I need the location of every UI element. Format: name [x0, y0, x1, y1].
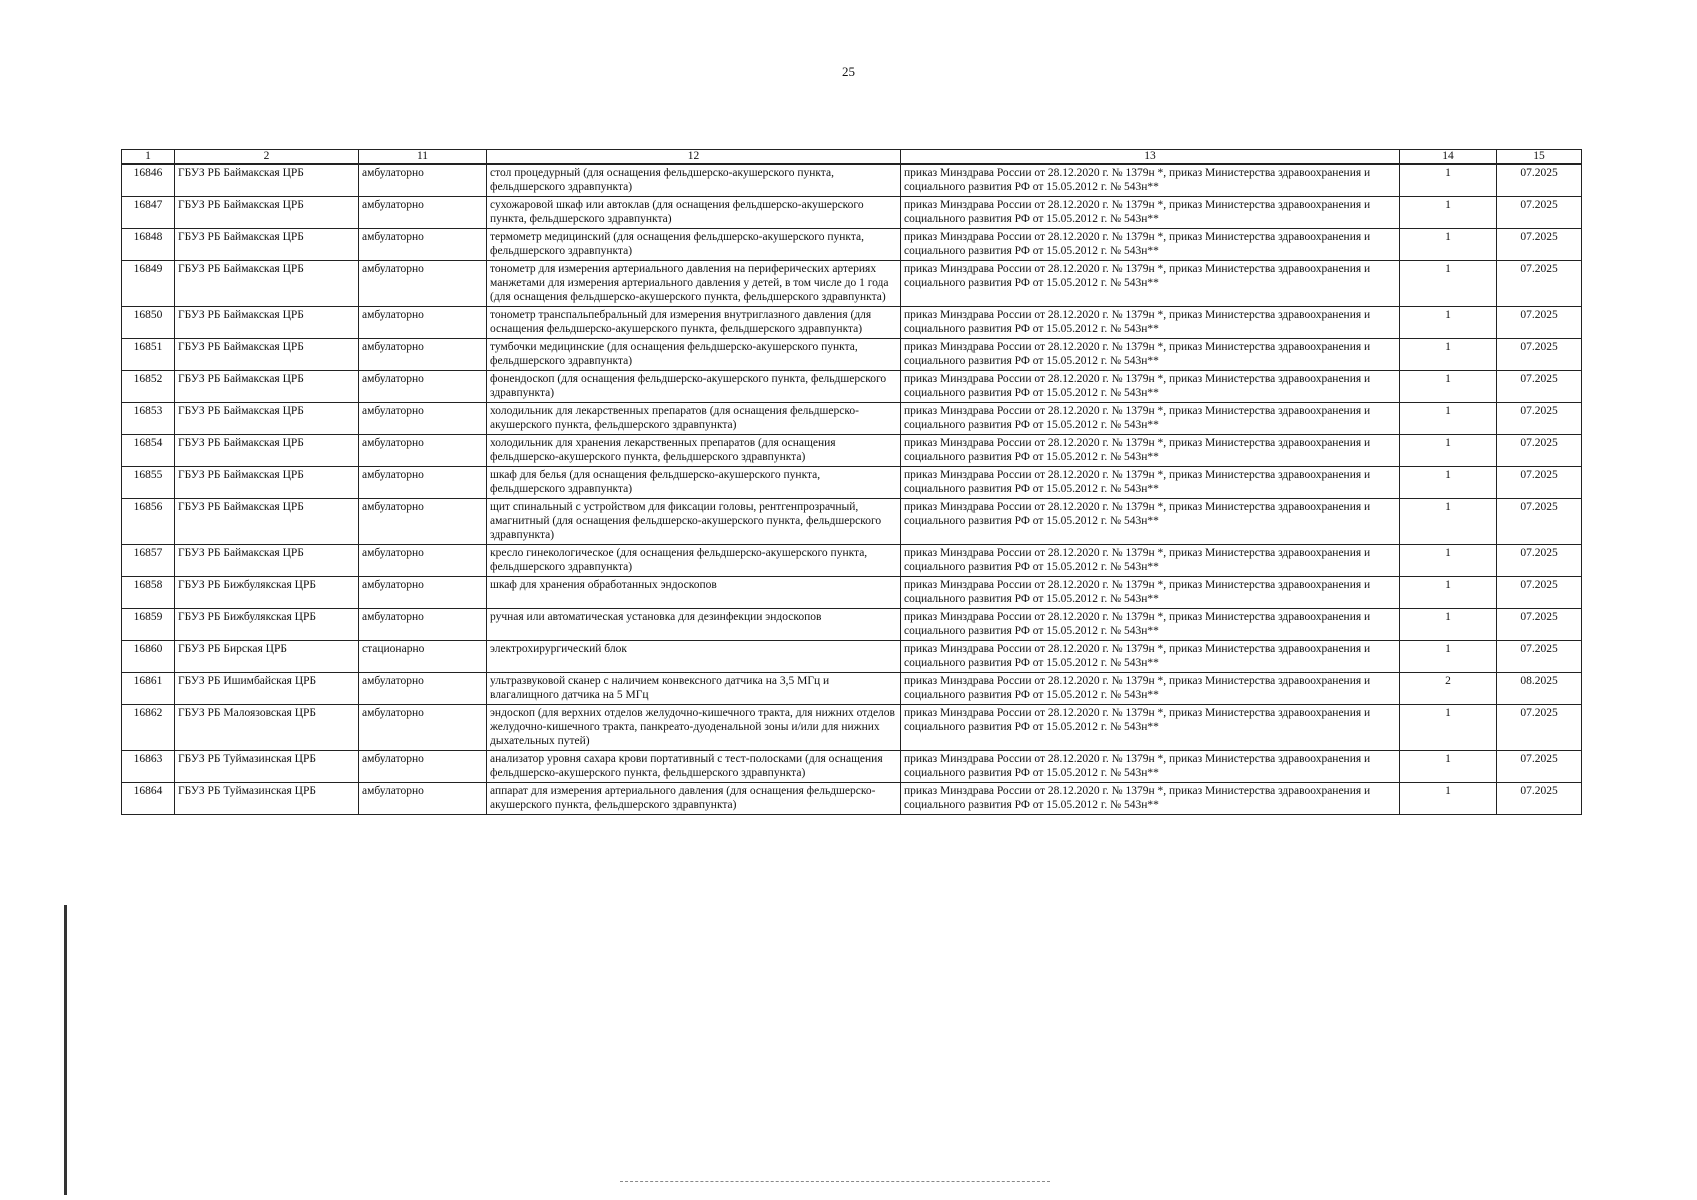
cell-care-mode: амбулаторно	[359, 751, 487, 783]
cell-number: 16852	[122, 371, 175, 403]
cell-quantity: 1	[1400, 609, 1497, 641]
cell-organization: ГБУЗ РБ Туймазинская ЦРБ	[175, 783, 359, 815]
cell-organization: ГБУЗ РБ Баймакская ЦРБ	[175, 371, 359, 403]
cell-equipment: тонометр транспальпебральный для измерения внутриглазного давления (для оснащения фельдшерско-акушерского пункта, фельдшерского здравпункта)	[487, 307, 901, 339]
cell-equipment: холодильник для хранения лекарственных препаратов (для оснащения фельдшерско-акушерского пункта, фельдшерского здравпункта)	[487, 435, 901, 467]
cell-quantity: 1	[1400, 435, 1497, 467]
cell-quantity: 1	[1400, 307, 1497, 339]
cell-equipment: щит спинальный с устройством для фиксации головы, рентгенпрозрачный, амагнитный (для оснащения фельдшерско-акушерского пункта, фельдшерского здравпункта)	[487, 499, 901, 545]
cell-number: 16856	[122, 499, 175, 545]
cell-number: 16864	[122, 783, 175, 815]
cell-number: 16850	[122, 307, 175, 339]
table-row	[122, 751, 1582, 783]
cell-organization: ГБУЗ РБ Туймазинская ЦРБ	[175, 751, 359, 783]
cell-date: 07.2025	[1497, 641, 1582, 673]
cell-care-mode: амбулаторно	[359, 705, 487, 751]
cell-equipment: шкаф для хранения обработанных эндоскопов	[487, 577, 901, 609]
scan-edge-mark	[64, 905, 67, 1195]
column-header: 2	[175, 150, 359, 165]
cell-basis: приказ Минздрава России от 28.12.2020 г. № 1379н *, приказ Министерства здравоохранения и социального развития РФ от 15.05.2012 г. № 543н**	[901, 435, 1400, 467]
column-header: 15	[1497, 150, 1582, 165]
cell-basis: приказ Минздрава России от 28.12.2020 г. № 1379н *, приказ Министерства здравоохранения и социального развития РФ от 15.05.2012 г. № 543н**	[901, 641, 1400, 673]
column-header: 12	[487, 150, 901, 165]
cell-quantity: 1	[1400, 403, 1497, 435]
equipment-table	[121, 149, 1582, 815]
cell-equipment: холодильник для лекарственных препаратов (для оснащения фельдшерско-акушерского пункта, фельдшерского здравпункта)	[487, 403, 901, 435]
cell-equipment: эндоскоп (для верхних отделов желудочно-кишечного тракта, для нижних отделов желудочно-кишечного тракта, панкреато-дуоденальной зоны и/или для нижних дыхательных путей)	[487, 705, 901, 751]
cell-care-mode: амбулаторно	[359, 164, 487, 197]
table-row	[122, 467, 1582, 499]
column-header: 14	[1400, 150, 1497, 165]
cell-basis: приказ Минздрава России от 28.12.2020 г. № 1379н *, приказ Министерства здравоохранения и социального развития РФ от 15.05.2012 г. № 543н**	[901, 577, 1400, 609]
cell-equipment: тонометр для измерения артериального давления на периферических артериях манжетами для измерения артериального давления у детей, в том числе до 1 года (для оснащения фельдшерско-акушерского пункта, фельдшерского здравпункта)	[487, 261, 901, 307]
cell-organization: ГБУЗ РБ Бирская ЦРБ	[175, 641, 359, 673]
cell-care-mode: амбулаторно	[359, 577, 487, 609]
cell-date: 07.2025	[1497, 371, 1582, 403]
cell-care-mode: амбулаторно	[359, 339, 487, 371]
cell-organization: ГБУЗ РБ Бижбулякская ЦРБ	[175, 577, 359, 609]
cell-date: 07.2025	[1497, 435, 1582, 467]
cell-date: 07.2025	[1497, 751, 1582, 783]
cell-number: 16848	[122, 229, 175, 261]
cell-quantity: 1	[1400, 339, 1497, 371]
cell-organization: ГБУЗ РБ Баймакская ЦРБ	[175, 197, 359, 229]
cell-quantity: 1	[1400, 641, 1497, 673]
cell-number: 16846	[122, 164, 175, 197]
cell-basis: приказ Минздрава России от 28.12.2020 г. № 1379н *, приказ Министерства здравоохранения и социального развития РФ от 15.05.2012 г. № 543н**	[901, 403, 1400, 435]
cell-quantity: 1	[1400, 751, 1497, 783]
cell-date: 07.2025	[1497, 164, 1582, 197]
cell-date: 07.2025	[1497, 197, 1582, 229]
cell-care-mode: амбулаторно	[359, 783, 487, 815]
cell-equipment: термометр медицинский (для оснащения фельдшерско-акушерского пункта, фельдшерского здравпункта)	[487, 229, 901, 261]
cell-quantity: 1	[1400, 164, 1497, 197]
cell-basis: приказ Минздрава России от 28.12.2020 г. № 1379н *, приказ Министерства здравоохранения и социального развития РФ от 15.05.2012 г. № 543н**	[901, 705, 1400, 751]
column-header: 13	[901, 150, 1400, 165]
cell-date: 07.2025	[1497, 545, 1582, 577]
cell-basis: приказ Минздрава России от 28.12.2020 г. № 1379н *, приказ Министерства здравоохранения и социального развития РФ от 15.05.2012 г. № 543н**	[901, 307, 1400, 339]
table-row	[122, 307, 1582, 339]
cell-organization: ГБУЗ РБ Баймакская ЦРБ	[175, 403, 359, 435]
cell-date: 07.2025	[1497, 467, 1582, 499]
cell-basis: приказ Минздрава России от 28.12.2020 г. № 1379н *, приказ Министерства здравоохранения и социального развития РФ от 15.05.2012 г. № 543н**	[901, 467, 1400, 499]
cell-number: 16855	[122, 467, 175, 499]
cell-organization: ГБУЗ РБ Бижбулякская ЦРБ	[175, 609, 359, 641]
cell-care-mode: амбулаторно	[359, 261, 487, 307]
cell-equipment: ультразвуковой сканер с наличием конвексного датчика на 3,5 МГц и влагалищного датчика на 5 МГц	[487, 673, 901, 705]
table-row	[122, 499, 1582, 545]
cell-basis: приказ Минздрава России от 28.12.2020 г. № 1379н *, приказ Министерства здравоохранения и социального развития РФ от 15.05.2012 г. № 543н**	[901, 673, 1400, 705]
cell-care-mode: амбулаторно	[359, 307, 487, 339]
cell-number: 16847	[122, 197, 175, 229]
cell-equipment: ручная или автоматическая установка для дезинфекции эндоскопов	[487, 609, 901, 641]
cell-care-mode: стационарно	[359, 641, 487, 673]
cell-organization: ГБУЗ РБ Баймакская ЦРБ	[175, 339, 359, 371]
cell-date: 07.2025	[1497, 261, 1582, 307]
cell-equipment: электрохирургический блок	[487, 641, 901, 673]
cell-care-mode: амбулаторно	[359, 545, 487, 577]
cell-quantity: 1	[1400, 577, 1497, 609]
column-header: 11	[359, 150, 487, 165]
cell-date: 07.2025	[1497, 577, 1582, 609]
cell-date: 07.2025	[1497, 229, 1582, 261]
cell-quantity: 2	[1400, 673, 1497, 705]
cell-care-mode: амбулаторно	[359, 673, 487, 705]
cell-number: 16862	[122, 705, 175, 751]
cell-date: 07.2025	[1497, 339, 1582, 371]
cell-care-mode: амбулаторно	[359, 371, 487, 403]
cell-care-mode: амбулаторно	[359, 229, 487, 261]
cell-equipment: сухожаровой шкаф или автоклав (для оснащения фельдшерско-акушерского пункта, фельдшерского здравпункта)	[487, 197, 901, 229]
cell-number: 16854	[122, 435, 175, 467]
cell-quantity: 1	[1400, 197, 1497, 229]
cell-quantity: 1	[1400, 705, 1497, 751]
cell-date: 07.2025	[1497, 403, 1582, 435]
cell-date: 07.2025	[1497, 783, 1582, 815]
table-row	[122, 545, 1582, 577]
cell-number: 16849	[122, 261, 175, 307]
cell-basis: приказ Минздрава России от 28.12.2020 г. № 1379н *, приказ Министерства здравоохранения и социального развития РФ от 15.05.2012 г. № 543н**	[901, 783, 1400, 815]
cell-organization: ГБУЗ РБ Баймакская ЦРБ	[175, 164, 359, 197]
cell-basis: приказ Минздрава России от 28.12.2020 г. № 1379н *, приказ Министерства здравоохранения и социального развития РФ от 15.05.2012 г. № 543н**	[901, 371, 1400, 403]
cell-equipment: стол процедурный (для оснащения фельдшерско-акушерского пункта, фельдшерского здравпункта)	[487, 164, 901, 197]
cell-quantity: 1	[1400, 229, 1497, 261]
cell-care-mode: амбулаторно	[359, 403, 487, 435]
cell-basis: приказ Минздрава России от 28.12.2020 г. № 1379н *, приказ Министерства здравоохранения и социального развития РФ от 15.05.2012 г. № 543н**	[901, 261, 1400, 307]
cell-organization: ГБУЗ РБ Баймакская ЦРБ	[175, 499, 359, 545]
cell-number: 16853	[122, 403, 175, 435]
cell-organization: ГБУЗ РБ Баймакская ЦРБ	[175, 229, 359, 261]
cell-organization: ГБУЗ РБ Баймакская ЦРБ	[175, 435, 359, 467]
cell-basis: приказ Минздрава России от 28.12.2020 г. № 1379н *, приказ Министерства здравоохранения и социального развития РФ от 15.05.2012 г. № 543н**	[901, 229, 1400, 261]
scan-artifact-line	[620, 1181, 1050, 1183]
cell-quantity: 1	[1400, 499, 1497, 545]
table-row	[122, 577, 1582, 609]
cell-date: 07.2025	[1497, 705, 1582, 751]
cell-equipment: шкаф для белья (для оснащения фельдшерско-акушерского пункта, фельдшерского здравпункта)	[487, 467, 901, 499]
cell-date: 08.2025	[1497, 673, 1582, 705]
cell-number: 16860	[122, 641, 175, 673]
cell-equipment: кресло гинекологическое (для оснащения фельдшерско-акушерского пункта, фельдшерского здравпункта)	[487, 545, 901, 577]
cell-number: 16858	[122, 577, 175, 609]
cell-quantity: 1	[1400, 371, 1497, 403]
cell-equipment: фонендоскоп (для оснащения фельдшерско-акушерского пункта, фельдшерского здравпункта)	[487, 371, 901, 403]
cell-care-mode: амбулаторно	[359, 609, 487, 641]
table-row	[122, 261, 1582, 307]
table-row	[122, 339, 1582, 371]
cell-organization: ГБУЗ РБ Ишимбайская ЦРБ	[175, 673, 359, 705]
cell-number: 16859	[122, 609, 175, 641]
cell-date: 07.2025	[1497, 609, 1582, 641]
cell-date: 07.2025	[1497, 307, 1582, 339]
cell-basis: приказ Минздрава России от 28.12.2020 г. № 1379н *, приказ Министерства здравоохранения и социального развития РФ от 15.05.2012 г. № 543н**	[901, 339, 1400, 371]
table-row	[122, 371, 1582, 403]
cell-quantity: 1	[1400, 467, 1497, 499]
table-body	[122, 164, 1582, 815]
cell-number: 16857	[122, 545, 175, 577]
cell-quantity: 1	[1400, 261, 1497, 307]
table-row	[122, 705, 1582, 751]
cell-care-mode: амбулаторно	[359, 197, 487, 229]
table-row	[122, 435, 1582, 467]
cell-basis: приказ Минздрава России от 28.12.2020 г. № 1379н *, приказ Министерства здравоохранения и социального развития РФ от 15.05.2012 г. № 543н**	[901, 751, 1400, 783]
table-row	[122, 641, 1582, 673]
cell-number: 16851	[122, 339, 175, 371]
table-row	[122, 609, 1582, 641]
cell-care-mode: амбулаторно	[359, 499, 487, 545]
cell-basis: приказ Минздрава России от 28.12.2020 г. № 1379н *, приказ Министерства здравоохранения и социального развития РФ от 15.05.2012 г. № 543н**	[901, 197, 1400, 229]
table-row	[122, 164, 1582, 197]
column-header: 1	[122, 150, 175, 165]
cell-basis: приказ Минздрава России от 28.12.2020 г. № 1379н *, приказ Министерства здравоохранения и социального развития РФ от 15.05.2012 г. № 543н**	[901, 545, 1400, 577]
header-row	[122, 150, 1582, 165]
cell-equipment: анализатор уровня сахара крови портативный с тест-полосками (для оснащения фельдшерско-акушерского пункта, фельдшерского здравпункта)	[487, 751, 901, 783]
table-row	[122, 229, 1582, 261]
cell-number: 16863	[122, 751, 175, 783]
cell-basis: приказ Минздрава России от 28.12.2020 г. № 1379н *, приказ Министерства здравоохранения и социального развития РФ от 15.05.2012 г. № 543н**	[901, 609, 1400, 641]
cell-equipment: тумбочки медицинские (для оснащения фельдшерско-акушерского пункта, фельдшерского здравпункта)	[487, 339, 901, 371]
cell-care-mode: амбулаторно	[359, 467, 487, 499]
table-row	[122, 403, 1582, 435]
cell-care-mode: амбулаторно	[359, 435, 487, 467]
page-number: 25	[842, 64, 855, 79]
cell-organization: ГБУЗ РБ Малоязовская ЦРБ	[175, 705, 359, 751]
cell-quantity: 1	[1400, 783, 1497, 815]
cell-quantity: 1	[1400, 545, 1497, 577]
cell-basis: приказ Минздрава России от 28.12.2020 г. № 1379н *, приказ Министерства здравоохранения и социального развития РФ от 15.05.2012 г. № 543н**	[901, 499, 1400, 545]
table-row	[122, 197, 1582, 229]
cell-date: 07.2025	[1497, 499, 1582, 545]
table-row	[122, 783, 1582, 815]
cell-equipment: аппарат для измерения артериального давления (для оснащения фельдшерско-акушерского пункта, фельдшерского здравпункта)	[487, 783, 901, 815]
cell-number: 16861	[122, 673, 175, 705]
table-row	[122, 673, 1582, 705]
cell-organization: ГБУЗ РБ Баймакская ЦРБ	[175, 467, 359, 499]
cell-organization: ГБУЗ РБ Баймакская ЦРБ	[175, 261, 359, 307]
cell-organization: ГБУЗ РБ Баймакская ЦРБ	[175, 307, 359, 339]
cell-basis: приказ Минздрава России от 28.12.2020 г. № 1379н *, приказ Министерства здравоохранения и социального развития РФ от 15.05.2012 г. № 543н**	[901, 164, 1400, 197]
cell-organization: ГБУЗ РБ Баймакская ЦРБ	[175, 545, 359, 577]
